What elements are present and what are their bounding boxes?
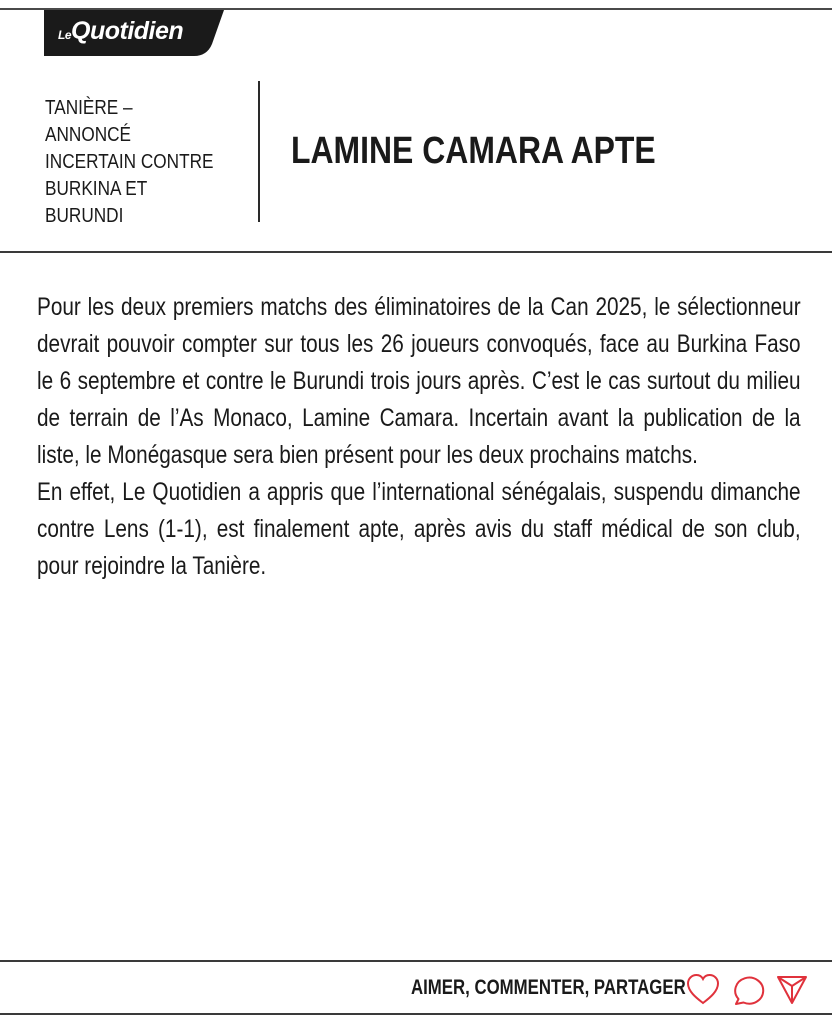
comment-icon[interactable]: [733, 972, 769, 1006]
brand-logo[interactable]: [44, 10, 224, 56]
share-icon[interactable]: [775, 972, 811, 1006]
header-rule: [0, 251, 832, 253]
article-body: [37, 289, 801, 585]
footer-rule-bottom: [0, 1013, 832, 1015]
footer-rule-top: [0, 960, 832, 962]
heart-icon[interactable]: [685, 972, 721, 1006]
footer-cta-text: AIMER, COMMENTER, PARTAGER: [411, 976, 686, 999]
article-paragraph: Pour les deux premiers matchs des éliminatoires de la Can 2025, le sélectionneur devrait pouvoir compter sur tous les 26 joueurs convoqués, face au Burkina Faso le 6 septembre et contre le Burundi trois jours après. C’est le cas surtout du milieu de terrain de l’As Monaco, Lamine Camara. Incertain avant la publication de la liste, le Monégasque sera bien présent pour les deux prochains matchs.: [37, 293, 801, 469]
article-kicker: TANIÈRE – ANNONCÉ INCERTAIN CONTRE BURKINA ET BURUNDI: [45, 97, 214, 227]
header-divider: [258, 81, 260, 222]
article-paragraph: En effet, Le Quotidien a appris que l’international sénégalais, suspendu dimanche contre Lens (1-1), est finalement apte, après avis du staff médical de son club, pour rejoindre la Tanière.: [37, 478, 801, 580]
logo-prefix: Le: [58, 28, 72, 42]
logo-wordmark: [58, 17, 183, 46]
article-headline: LAMINE CAMARA APTE: [291, 130, 656, 172]
logo-name: Quotidien: [71, 17, 184, 45]
